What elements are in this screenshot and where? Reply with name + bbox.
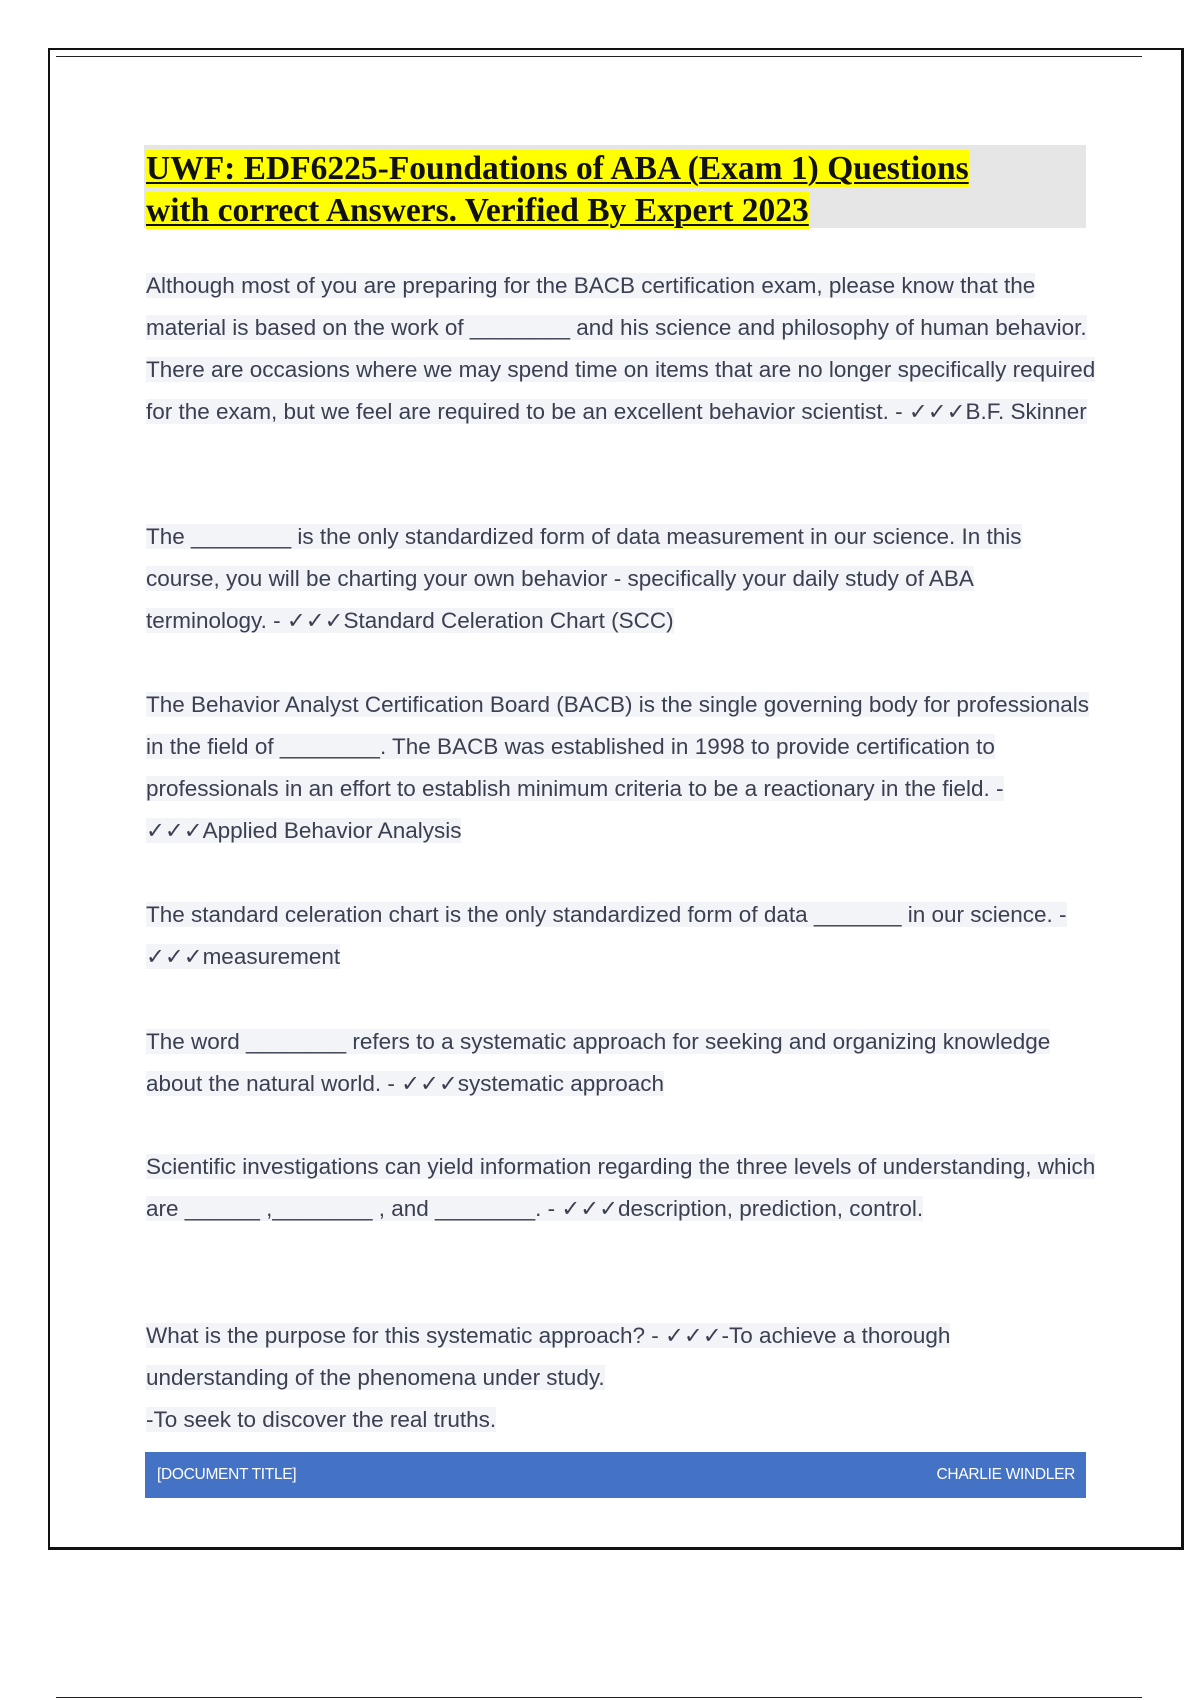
- qa-item-1: [146, 265, 1096, 433]
- checkmark-icon: ✓✓✓: [286, 608, 344, 633]
- footer-bar: [145, 1452, 1086, 1498]
- question-text: The standard celeration chart is the only standardized form of data _______ in our science. -: [146, 902, 1067, 927]
- checkmark-icon: ✓✓✓: [561, 1196, 618, 1221]
- answer-text: measurement: [202, 944, 341, 969]
- document-title: [146, 148, 1086, 232]
- checkmark-icon: ✓✓✓: [664, 1323, 722, 1348]
- answer-text: Applied Behavior Analysis: [202, 818, 462, 843]
- footer-author: CHARLIE WINDLER: [936, 1466, 1075, 1483]
- question-text: The ________ is the only standardized form of data measurement in our science. In this course, you will be charting your own behavior - specifically your daily study of ABA terminology. -: [146, 524, 1022, 633]
- qa-item-6: [146, 1146, 1096, 1230]
- question-text: What is the purpose for this systematic approach? -: [146, 1323, 665, 1348]
- qa-item-7: [146, 1315, 1096, 1441]
- question-text: The word ________ refers to a systematic approach for seeking and organizing knowledge about the natural world. -: [146, 1029, 1051, 1096]
- title-line-2: with correct Answers. Verified By Expert 2023: [146, 192, 809, 229]
- answer-text: Standard Celeration Chart (SCC): [343, 608, 674, 633]
- qa-item-4: [146, 894, 1096, 978]
- footer-document-title: [DOCUMENT TITLE]: [157, 1466, 297, 1483]
- checkmark-icon: ✓✓✓: [401, 1071, 458, 1096]
- bottom-rule: [56, 1697, 1142, 1698]
- checkmark-icon: ✓✓✓: [908, 399, 966, 424]
- question-text: Although most of you are preparing for the BACB certification exam, please know that the material is based on the work of ________ and his science and philosophy of human behavior. There are occasions where we may spend time on items that are no longer specifically required for the exam, but we feel are required to be an excellent behavior scientist. -: [146, 273, 1096, 424]
- answer-text: B.F. Skinner: [965, 399, 1087, 424]
- qa-item-3: [146, 684, 1096, 852]
- checkmark-icon: ✓✓✓: [146, 944, 203, 969]
- top-rule: [56, 56, 1142, 57]
- question-text: Scientific investigations can yield information regarding the three levels of understanding, which are ______ ,________ , and ________. -: [146, 1154, 1096, 1221]
- answer-text: -To achieve a thorough understanding of the phenomena under study.: [146, 1323, 951, 1390]
- question-text: The Behavior Analyst Certification Board (BACB) is the single governing body for professionals in the field of ________. The BACB was established in 1998 to provide certification to professionals in an effort to establish minimum criteria to be a reactionary in the field. -: [146, 692, 1089, 801]
- checkmark-icon: ✓✓✓: [146, 818, 203, 843]
- qa-item-2: [146, 516, 1096, 642]
- answer-text: description, prediction, control.: [617, 1196, 924, 1221]
- answer-text: systematic approach: [457, 1071, 665, 1096]
- qa-item-5: [146, 1021, 1096, 1105]
- answer-text-line-2: -To seek to discover the real truths.: [146, 1407, 497, 1432]
- title-line-1: UWF: EDF6225-Foundations of ABA (Exam 1) Questions: [146, 150, 969, 187]
